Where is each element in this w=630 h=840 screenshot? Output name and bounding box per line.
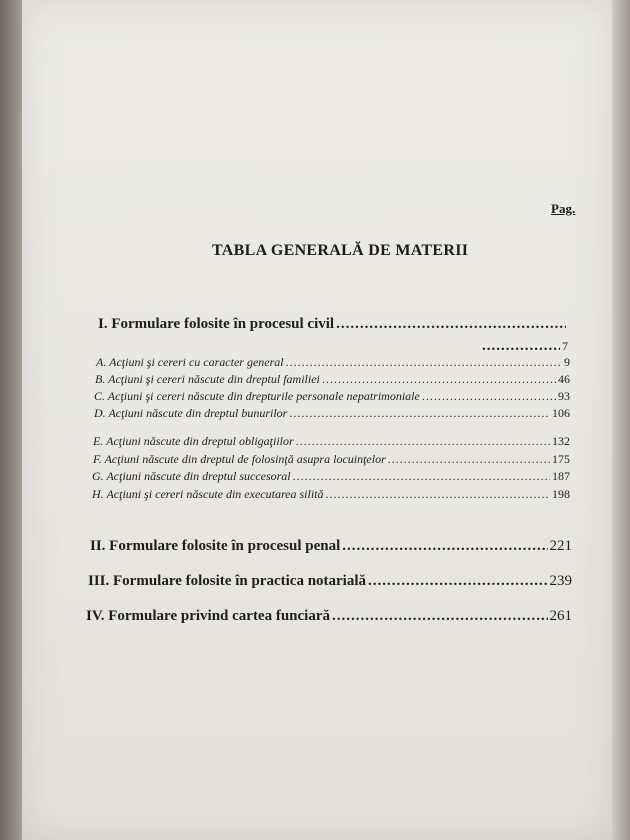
- toc-entry-section-2[interactable]: [90, 538, 572, 555]
- toc-entry-section-1-page-row: [480, 338, 568, 355]
- toc-entry-label: F. Acţiuni născute din dreptul de folosinţă asupra locuinţelor: [93, 452, 386, 466]
- toc-entry-page: 106: [552, 406, 570, 420]
- book-spine-shadow: [0, 0, 22, 840]
- toc-entry-1d[interactable]: [94, 406, 570, 421]
- leader-dots: [336, 316, 566, 333]
- toc-entry-page: 93: [558, 389, 570, 403]
- leader-dots: [342, 538, 547, 555]
- toc-entry-page: 7: [562, 339, 568, 353]
- toc-entry-page: 187: [552, 469, 570, 483]
- leader-dots: [332, 608, 547, 625]
- toc-entry-page: 175: [552, 452, 570, 466]
- toc-entry-1h[interactable]: [92, 487, 570, 502]
- toc-entry-section-1[interactable]: [98, 316, 568, 333]
- toc-entry-label: IV. Formulare privind cartea funciară: [86, 608, 331, 624]
- toc-entry-page: 46: [558, 372, 570, 386]
- toc-entry-label: II. Formulare folosite în procesul penal: [90, 538, 341, 554]
- toc-entry-1c[interactable]: [94, 389, 570, 404]
- toc-entry-1b[interactable]: [95, 372, 570, 387]
- page-title: TABLA GENERALĂ DE MATERII: [212, 242, 469, 259]
- toc-entry-page: 261: [549, 608, 572, 624]
- toc-entry-page: 221: [549, 538, 572, 554]
- toc-entry-label: III. Formulare folosite în practica notarială: [88, 573, 367, 589]
- toc-entry-label: C. Acţiuni şi cereri născute din drepturile personale nepatrimoniale: [94, 389, 420, 403]
- page-column-label: Pag.: [551, 201, 576, 216]
- toc-entry-page: 198: [552, 487, 570, 501]
- leader-dots: [286, 355, 562, 370]
- toc-entry-section-3[interactable]: [88, 573, 572, 590]
- page-edge: [612, 0, 630, 840]
- toc-entry-section-4[interactable]: [86, 608, 572, 625]
- toc-entry-label: H. Acţiuni şi cereri născute din executarea silită: [92, 487, 324, 501]
- toc-entry-page: 9: [564, 355, 570, 369]
- leader-dots: [296, 434, 550, 449]
- toc-entry-page: 132: [552, 434, 570, 448]
- leader-dots: [482, 338, 560, 355]
- leader-dots: [326, 487, 550, 502]
- toc-entry-1f[interactable]: [93, 452, 570, 467]
- leader-dots: [368, 573, 547, 590]
- toc-entry-label: B. Acţiuni şi cereri născute din dreptul familiei: [95, 372, 320, 386]
- toc-entry-label: D. Acţiuni născute din dreptul bunurilor: [94, 406, 288, 420]
- toc-entry-label: A. Acţiuni şi cereri cu caracter general: [96, 355, 284, 369]
- leader-dots: [289, 406, 550, 421]
- leader-dots: [422, 389, 556, 404]
- toc-entry-label: I. Formulare folosite în procesul civil: [98, 316, 335, 332]
- toc-entry-label: G. Acţiuni născute din dreptul succesoral: [92, 469, 291, 483]
- toc-entry-label: E. Acţiuni născute din dreptul obligaţiilor: [93, 434, 294, 448]
- toc-entry-1e[interactable]: [93, 434, 570, 449]
- leader-dots: [322, 372, 556, 387]
- toc-entry-1a[interactable]: [96, 355, 570, 370]
- leader-dots: [388, 452, 550, 467]
- toc-entry-1g[interactable]: [92, 469, 570, 484]
- leader-dots: [293, 469, 550, 484]
- toc-entry-page: 239: [549, 573, 572, 589]
